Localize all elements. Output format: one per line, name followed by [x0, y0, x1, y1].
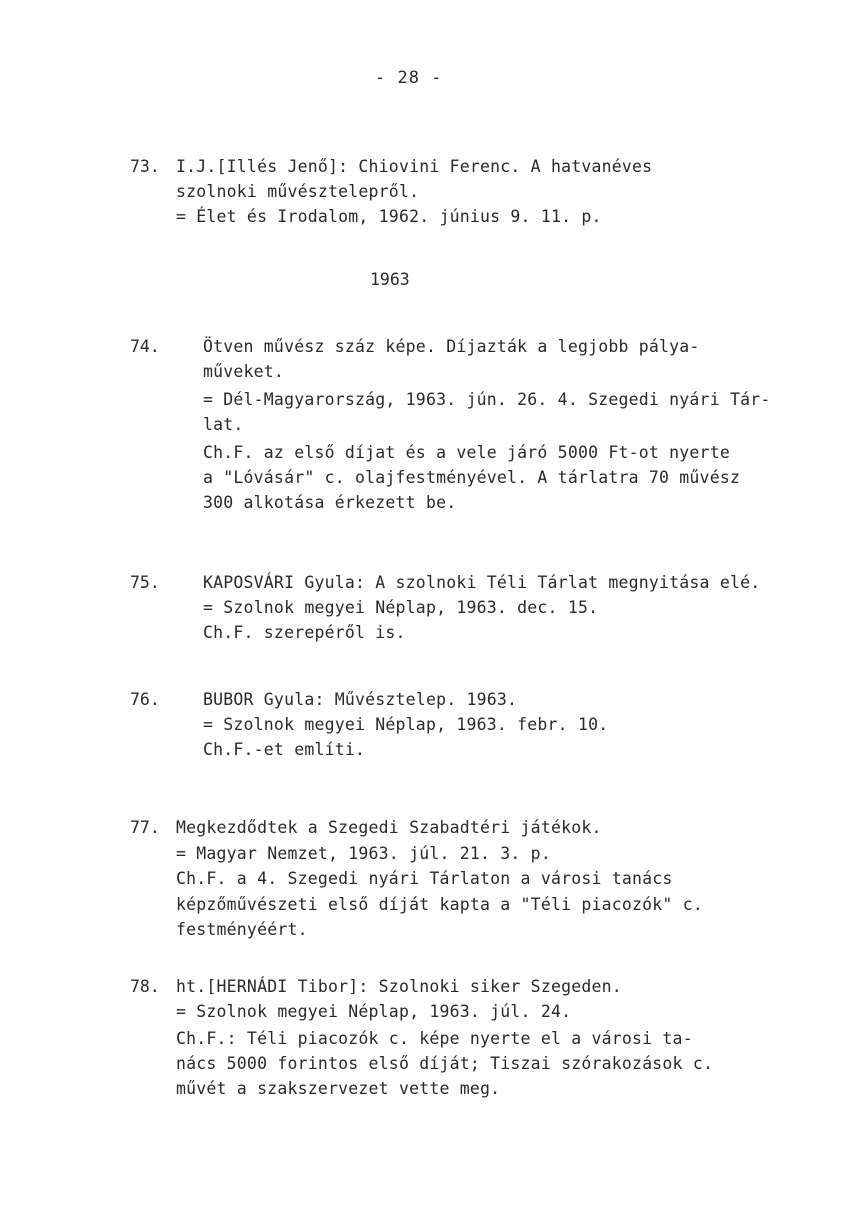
- entry-line: festményéért.: [176, 920, 308, 939]
- entry-line: I.J.[Illés Jenő]: Chiovini Ferenc. A hatvanéves: [176, 157, 653, 176]
- entry-number: 76.: [130, 690, 160, 709]
- entry-line: Ch.F.: Téli piacozók c. képe nyerte el a városi ta-: [176, 1029, 693, 1048]
- entry-line: ht.[HERNÁDI Tibor]: Szolnoki siker Szegeden.: [176, 977, 622, 996]
- entry-number: 74.: [130, 337, 160, 356]
- entry-line: Megkezdődtek a Szegedi Szabadtéri játékok.: [176, 818, 602, 837]
- page-number: - 28 -: [375, 68, 443, 88]
- entry-line: = Szolnok megyei Néplap, 1963. júl. 24.: [176, 1002, 572, 1021]
- entry-line: nács 5000 forintos első díját; Tiszai szórakozások c.: [176, 1054, 714, 1073]
- entry-line: 300 alkotása érkezett be.: [203, 493, 457, 512]
- entry-line: = Élet és Irodalom, 1962. június 9. 11. p.: [176, 207, 602, 226]
- entry-line: = Magyar Nemzet, 1963. júl. 21. 3. p.: [176, 844, 551, 863]
- entry-line: műveket.: [203, 362, 285, 381]
- entry-number: 73.: [130, 157, 160, 176]
- entry-line: a "Lóvásár" c. olajfestményével. A tárlatra 70 művész: [203, 468, 741, 487]
- entry-line: képzőművészeti első díját kapta a "Téli piacozók" c.: [176, 895, 703, 914]
- entry-line: szolnoki művésztelepről.: [176, 182, 420, 201]
- entry-number: 75.: [130, 573, 160, 592]
- entry-line: Ch.F.-et említi.: [203, 740, 366, 759]
- entry-line: BUBOR Gyula: Művésztelep. 1963.: [203, 690, 518, 709]
- entry-number: 78.: [130, 977, 160, 996]
- entry-line: Ötven művész száz képe. Díjazták a legjobb pálya-: [203, 337, 700, 356]
- entry-line: = Szolnok megyei Néplap, 1963. febr. 10.: [203, 715, 609, 734]
- entry-number: 77.: [130, 818, 160, 837]
- entry-line: = Dél-Magyarország, 1963. jún. 26. 4. Szegedi nyári Tár-: [203, 390, 771, 409]
- entry-line: Ch.F. a 4. Szegedi nyári Tárlaton a városi tanács: [176, 869, 673, 888]
- entry-line: Ch.F. szerepéről is.: [203, 623, 406, 642]
- entry-line: lat.: [203, 415, 244, 434]
- year-heading: 1963: [370, 270, 410, 289]
- entry-line: KAPOSVÁRI Gyula: A szolnoki Téli Tárlat megnyitása elé.: [203, 573, 761, 592]
- entry-line: művét a szakszervezet vette meg.: [176, 1079, 501, 1098]
- entry-line: Ch.F. az első díjat és a vele járó 5000 Ft-ot nyerte: [203, 443, 730, 462]
- entry-line: = Szolnok megyei Néplap, 1963. dec. 15.: [203, 598, 599, 617]
